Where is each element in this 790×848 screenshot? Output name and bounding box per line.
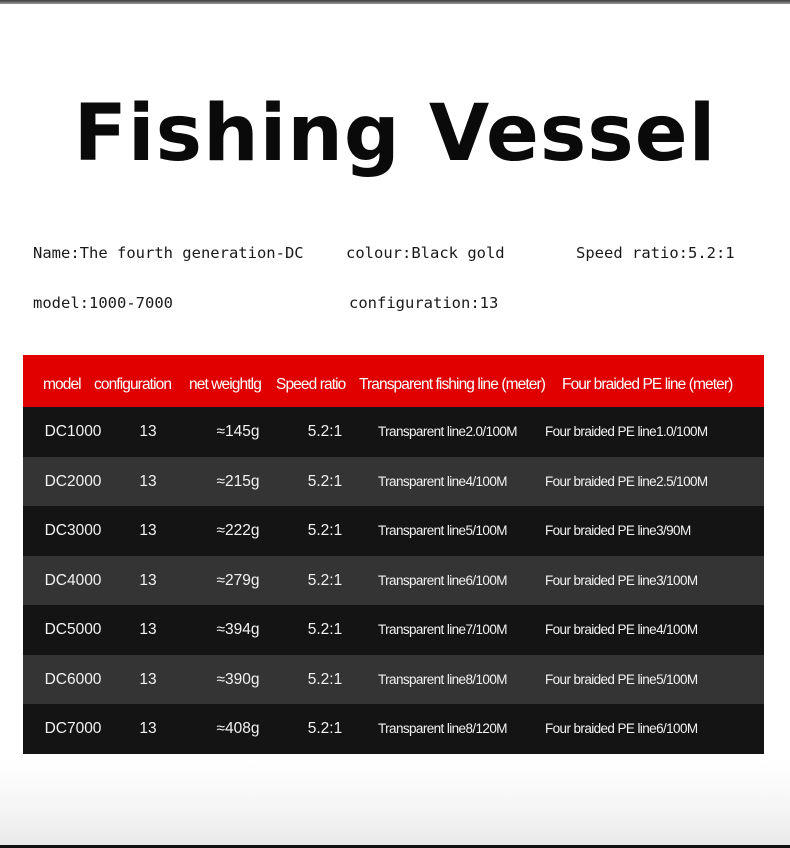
cell-speed-ratio: 5.2:1 [307, 472, 343, 490]
column-header-pe-line: Four braided PE line (meter) [562, 376, 733, 393]
table-row [23, 506, 764, 556]
table-row [23, 556, 764, 606]
cell-configuration: 13 [139, 621, 157, 638]
spec-model: model:1000-7000 [33, 294, 173, 312]
cell-model: DC1000 [44, 423, 102, 440]
spec-table [23, 355, 764, 753]
cell-pe-line: Four braided PE line2.5/100M [545, 473, 708, 489]
cell-transparent-line: Transparent line7/100M [378, 622, 507, 637]
cell-model: DC5000 [44, 621, 102, 638]
spec-configuration: configuration:13 [349, 294, 499, 312]
cell-model: DC7000 [44, 720, 102, 737]
cell-pe-line: Four braided PE line3/90M [545, 523, 691, 538]
cell-model: DC4000 [44, 571, 102, 589]
cell-speed-ratio: 5.2:1 [307, 670, 343, 688]
cell-transparent-line: Transparent line6/100M [378, 572, 507, 588]
spec-name: Name:The fourth generation-DC [33, 244, 304, 262]
cell-speed-ratio: 5.2:1 [307, 621, 343, 638]
spec-colour: colour:Black gold [346, 244, 505, 262]
cell-speed-ratio: 5.2:1 [307, 720, 343, 737]
cell-net-weight: ≈145g [216, 423, 260, 440]
page-title: Fishing Vessel [73, 89, 717, 179]
cell-pe-line: Four braided PE line3/100M [545, 572, 698, 588]
cell-configuration: 13 [139, 522, 157, 539]
cell-transparent-line: Transparent line2.0/100M [378, 424, 517, 439]
cell-configuration: 13 [139, 472, 157, 490]
cell-transparent-line: Transparent line4/100M [378, 473, 507, 489]
cell-pe-line: Four braided PE line5/100M [545, 671, 698, 687]
cell-pe-line: Four braided PE line4/100M [545, 622, 698, 637]
table-row [23, 457, 764, 507]
bottom-gradient [0, 760, 790, 848]
table-row [23, 704, 764, 754]
column-header-model: model [43, 376, 81, 393]
cell-net-weight: ≈279g [216, 571, 260, 589]
cell-configuration: 13 [139, 571, 157, 589]
column-header-transparent-line: Transparent fishing line (meter) [359, 376, 545, 393]
cell-transparent-line: Transparent line8/100M [378, 671, 507, 687]
cell-configuration: 13 [139, 720, 157, 737]
cell-configuration: 13 [139, 670, 157, 688]
column-header-net-weight: net weightlg [189, 376, 261, 393]
column-header-speed-ratio: Speed ratio [276, 376, 346, 393]
cell-transparent-line: Transparent line8/120M [378, 721, 507, 736]
cell-net-weight: ≈408g [216, 720, 260, 737]
cell-net-weight: ≈222g [216, 522, 260, 539]
table-row [23, 605, 764, 655]
spec-speed-ratio: Speed ratio:5.2:1 [576, 244, 735, 262]
top-border [0, 0, 790, 4]
cell-configuration: 13 [139, 423, 157, 440]
cell-speed-ratio: 5.2:1 [307, 571, 343, 589]
cell-pe-line: Four braided PE line6/100M [545, 721, 698, 736]
cell-model: DC3000 [44, 522, 102, 539]
cell-net-weight: ≈394g [216, 621, 260, 638]
cell-model: DC2000 [44, 472, 102, 490]
cell-model: DC6000 [44, 670, 102, 688]
cell-pe-line: Four braided PE line1.0/100M [545, 424, 708, 439]
cell-net-weight: ≈215g [216, 472, 260, 490]
cell-speed-ratio: 5.2:1 [307, 522, 343, 539]
table-row [23, 407, 764, 457]
table-header [23, 355, 764, 407]
table-row [23, 655, 764, 705]
cell-net-weight: ≈390g [216, 670, 260, 688]
cell-speed-ratio: 5.2:1 [307, 423, 343, 440]
column-header-configuration: configuration [94, 376, 172, 393]
cell-transparent-line: Transparent line5/100M [378, 523, 507, 538]
